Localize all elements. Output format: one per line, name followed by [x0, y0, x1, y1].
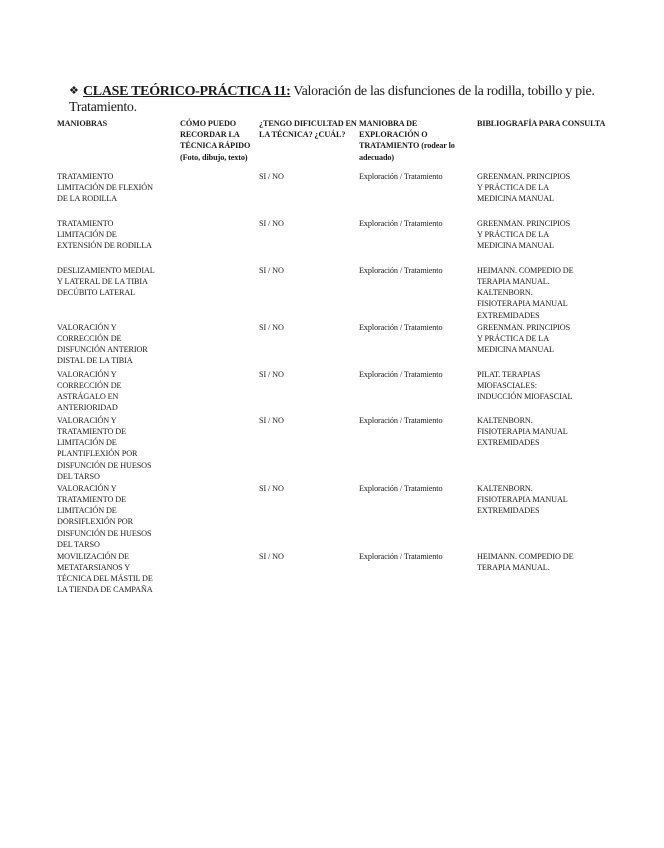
- cell-recordar[interactable]: [180, 171, 259, 218]
- table-row: [57, 483, 617, 551]
- cell-maniobra: MOVILIZACIÓN DE METATARSIANOS Y TÉCNICA DEL MÁSTIL DE LA TIENDA DE CAMPAÑA: [57, 551, 153, 595]
- class-label-separator: :: [286, 84, 291, 99]
- cell-dificultad[interactable]: SI / NO: [259, 322, 284, 332]
- cell-maniobra: VALORACIÓN Y TRATAMIENTO DE LIMITACIÓN DE DORSIFLEXIÓN POR DISFUNCIÓN DE HUESOS DEL TARSO: [57, 483, 152, 549]
- table-header-row: [57, 118, 617, 171]
- cell-exploracion-tratamiento[interactable]: Exploración / Tratamiento: [359, 322, 443, 332]
- table-body: [57, 171, 617, 597]
- cell-recordar[interactable]: [180, 551, 259, 597]
- table-row: [57, 415, 617, 483]
- cell-bibliografia: KALTENBORN. FISIOTERAPIA MANUAL EXTREMIDADES: [477, 483, 568, 516]
- cell-recordar[interactable]: [180, 218, 259, 265]
- header-bibliografia: BIBLIOGRAFÍA PARA CONSULTA: [477, 119, 606, 128]
- cell-recordar[interactable]: [180, 483, 259, 551]
- cell-recordar[interactable]: [180, 322, 259, 369]
- cell-maniobra: VALORACIÓN Y CORRECCIÓN DE DISFUNCIÓN ANTERIOR DISTAL DE LA TIBIA: [57, 322, 148, 366]
- header-recordar: CÓMO PUEDO RECORDAR LA TÉCNICA RÁPIDO (Foto, dibujo, texto): [180, 119, 251, 162]
- table-row: [57, 218, 617, 265]
- cell-exploracion-tratamiento[interactable]: Exploración / Tratamiento: [359, 265, 443, 275]
- cell-maniobra: VALORACIÓN Y CORRECCIÓN DE ASTRÁGALO EN ANTERIORIDAD: [57, 369, 122, 413]
- cell-recordar[interactable]: [180, 415, 259, 483]
- table-row: [57, 171, 617, 218]
- section-heading: [69, 83, 629, 116]
- header-dificultad: ¿TENGO DIFICULTAD EN LA TÉCNICA? ¿CUÁL?: [259, 119, 357, 140]
- table-row: [57, 551, 617, 597]
- class-title: Valoración de las disfunciones de la rodilla, tobillo y pie. Tratamiento.: [69, 84, 595, 115]
- cell-recordar[interactable]: [180, 369, 259, 415]
- cell-dificultad[interactable]: SI / NO: [259, 218, 284, 228]
- cell-bibliografia: HEIMANN. COMPEDIO DE TERAPIA MANUAL.: [477, 551, 574, 573]
- cell-dificultad[interactable]: SI / NO: [259, 483, 284, 493]
- cell-dificultad[interactable]: SI / NO: [259, 551, 284, 561]
- cell-dificultad[interactable]: SI / NO: [259, 265, 284, 275]
- table-row: [57, 265, 617, 322]
- cell-maniobra: DESLIZAMIENTO MEDIAL Y LATERAL DE LA TIBIA DECÚBITO LATERAL: [57, 265, 155, 298]
- cell-exploracion-tratamiento[interactable]: Exploración / Tratamiento: [359, 218, 443, 228]
- maneuvers-table: [57, 118, 617, 597]
- table-row: [57, 369, 617, 415]
- cell-exploracion-tratamiento[interactable]: Exploración / Tratamiento: [359, 551, 443, 561]
- cell-recordar[interactable]: [180, 265, 259, 322]
- cell-bibliografia: GREENMAN. PRINCIPIOS Y PRÁCTICA DE LA MEDICINA MANUAL: [477, 322, 571, 355]
- cell-bibliografia: GREENMAN. PRINCIPIOS Y PRÁCTICA DE LA MEDICINA MANUAL: [477, 218, 571, 251]
- cell-exploracion-tratamiento[interactable]: Exploración / Tratamiento: [359, 415, 443, 425]
- cell-dificultad[interactable]: SI / NO: [259, 415, 284, 425]
- cell-maniobra: VALORACIÓN Y TRATAMIENTO DE LIMITACIÓN DE PLANTIFLEXIÓN POR DISFUNCIÓN DE HUESOS DEL TARSO: [57, 415, 152, 481]
- diamond-bullet-icon: ❖: [69, 85, 79, 97]
- cell-bibliografia: KALTENBORN. FISIOTERAPIA MANUAL EXTREMIDADES: [477, 415, 568, 448]
- class-label: CLASE TEÓRICO-PRÁCTICA 11: [83, 84, 287, 99]
- cell-maniobra: TRATAMIENTO LIMITACIÓN DE EXTENSIÓN DE RODILLA: [57, 218, 152, 251]
- table-row: [57, 322, 617, 369]
- cell-exploracion-tratamiento[interactable]: Exploración / Tratamiento: [359, 483, 443, 493]
- cell-maniobra: TRATAMIENTO LIMITACIÓN DE FLEXIÓN DE LA RODILLA: [57, 171, 153, 204]
- header-exploracion-tratamiento: MANIOBRA DE EXPLORACIÓN O TRATAMIENTO (rodear lo adecuado): [359, 119, 455, 162]
- cell-bibliografia: GREENMAN. PRINCIPIOS Y PRÁCTICA DE LA MEDICINA MANUAL: [477, 171, 571, 204]
- header-maniobras: MANIOBRAS: [57, 119, 108, 128]
- cell-exploracion-tratamiento[interactable]: Exploración / Tratamiento: [359, 369, 443, 379]
- cell-dificultad[interactable]: SI / NO: [259, 171, 284, 181]
- cell-dificultad[interactable]: SI / NO: [259, 369, 284, 379]
- cell-bibliografia: PILAT. TERAPIAS MIOFASCIALES: INDUCCIÓN MIOFASCIAL: [477, 369, 573, 402]
- cell-bibliografia: HEIMANN. COMPEDIO DE TERAPIA MANUAL. KALTENBORN. FISIOTERAPIA MANUAL EXTREMIDADES: [477, 265, 574, 320]
- cell-exploracion-tratamiento[interactable]: Exploración / Tratamiento: [359, 171, 443, 181]
